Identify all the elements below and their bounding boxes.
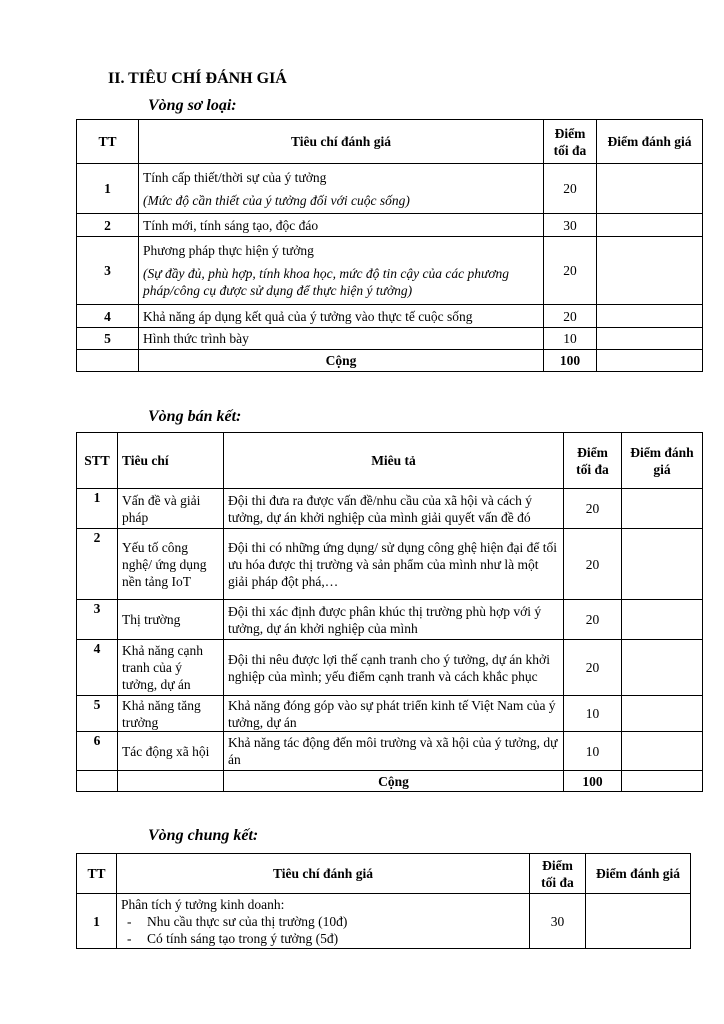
max-score: 20 bbox=[564, 600, 622, 640]
table-row bbox=[77, 305, 703, 328]
table-row bbox=[77, 600, 703, 640]
total-value: 100 bbox=[544, 350, 597, 372]
criteria-cell bbox=[117, 894, 530, 949]
round2-table bbox=[76, 432, 703, 792]
header-tt: TT bbox=[77, 854, 117, 894]
criteria-name: Khả năng cạnh tranh của ý tưởng, dự án bbox=[118, 640, 224, 696]
score-cell bbox=[622, 640, 703, 696]
header-max: Điểm tối đa bbox=[564, 433, 622, 489]
header-criteria: Tiêu chí bbox=[118, 433, 224, 489]
row-number: 2 bbox=[77, 214, 139, 237]
table-header-row bbox=[77, 433, 703, 489]
max-score: 10 bbox=[544, 328, 597, 350]
row-number: 6 bbox=[77, 732, 118, 771]
criteria-text: Phương pháp thực hiện ý tưởng bbox=[143, 243, 314, 258]
max-score: 20 bbox=[564, 529, 622, 600]
empty-cell bbox=[118, 771, 224, 792]
header-criteria: Tiêu chí đánh giá bbox=[139, 120, 544, 164]
empty-cell bbox=[597, 350, 703, 372]
max-score: 30 bbox=[544, 214, 597, 237]
score-cell bbox=[597, 237, 703, 305]
score-cell bbox=[597, 214, 703, 237]
criteria-name: Vấn đề và giải pháp bbox=[118, 489, 224, 529]
criteria-description: Khả năng đóng góp vào sự phát triển kinh tế Việt Nam của ý tưởng, dự án bbox=[224, 696, 564, 732]
header-score: Điểm đánh giá bbox=[597, 120, 703, 164]
max-score: 20 bbox=[544, 305, 597, 328]
score-cell bbox=[622, 696, 703, 732]
criteria-sublist bbox=[121, 913, 525, 947]
round3-table bbox=[76, 853, 691, 949]
criteria-name: Tác động xã hội bbox=[118, 732, 224, 771]
round2-title: Vòng bán kết: bbox=[148, 408, 242, 425]
max-score: 10 bbox=[564, 732, 622, 771]
criteria-description: Khả năng tác động đến môi trường và xã hội của ý tưởng, dự án bbox=[224, 732, 564, 771]
round3-title: Vòng chung kết: bbox=[148, 827, 259, 844]
table-row bbox=[77, 237, 703, 305]
score-cell bbox=[622, 529, 703, 600]
score-cell bbox=[597, 164, 703, 214]
total-label: Cộng bbox=[224, 771, 564, 792]
score-cell bbox=[597, 305, 703, 328]
header-max: Điểm tối đa bbox=[530, 854, 586, 894]
total-label: Cộng bbox=[139, 350, 544, 372]
criteria-description: Đội thi có những ứng dụng/ sử dụng công ghệ hiện đại để tối ưu hóa được thị trường và sản phẩm của mình như là một giải pháp đột phá,… bbox=[224, 529, 564, 600]
criteria-text: Hình thức trình bày bbox=[139, 328, 544, 350]
criteria-text: Tính mới, tính sáng tạo, độc đáo bbox=[139, 214, 544, 237]
max-score: 20 bbox=[544, 237, 597, 305]
criteria-text: Khả năng áp dụng kết quả của ý tưởng vào thực tế cuộc sống bbox=[139, 305, 544, 328]
header-criteria: Tiêu chí đánh giá bbox=[117, 854, 530, 894]
table-row bbox=[77, 696, 703, 732]
table-row bbox=[77, 328, 703, 350]
table-row bbox=[77, 732, 703, 771]
row-number: 4 bbox=[77, 640, 118, 696]
max-score: 20 bbox=[544, 164, 597, 214]
row-number: 3 bbox=[77, 237, 139, 305]
criteria-description: Đội thi xác định được phân khúc thị trường phù hợp với ý tưởng, dự án khởi nghiệp của mình bbox=[224, 600, 564, 640]
row-number: 2 bbox=[77, 529, 118, 600]
score-cell bbox=[622, 489, 703, 529]
total-row bbox=[77, 771, 703, 792]
score-cell bbox=[622, 600, 703, 640]
header-tt: TT bbox=[77, 120, 139, 164]
max-score: 20 bbox=[564, 640, 622, 696]
total-value: 100 bbox=[564, 771, 622, 792]
header-max: Điểm tối đa bbox=[544, 120, 597, 164]
empty-cell bbox=[77, 350, 139, 372]
table-row bbox=[77, 489, 703, 529]
header-score: Điểm đánh giá bbox=[586, 854, 691, 894]
criteria-text: Phân tích ý tưởng kinh doanh: bbox=[121, 896, 285, 912]
row-number: 4 bbox=[77, 305, 139, 328]
section-title: II. TIÊU CHÍ ĐÁNH GIÁ bbox=[108, 70, 287, 87]
max-score: 20 bbox=[564, 489, 622, 529]
criteria-description: Đội thi đưa ra được vấn đề/nhu cầu của xã hội và cách ý tưởng, dự án khởi nghiệp của mình giải quyết vấn đề đó bbox=[224, 489, 564, 529]
table-row bbox=[77, 640, 703, 696]
row-number: 1 bbox=[77, 894, 117, 949]
table-row bbox=[77, 214, 703, 237]
row-number: 1 bbox=[77, 164, 139, 214]
empty-cell bbox=[622, 771, 703, 792]
criteria-description: Đội thi nêu được lợi thế cạnh tranh cho ý tưởng, dự án khởi nghiệp của mình; yếu điểm cạnh tranh và cách khắc phục bbox=[224, 640, 564, 696]
table-row bbox=[77, 164, 703, 214]
criteria-name: Thị trường bbox=[118, 600, 224, 640]
score-cell bbox=[586, 894, 691, 949]
criteria-name: Yếu tố công nghệ/ ứng dụng nền tảng IoT bbox=[118, 529, 224, 600]
score-cell bbox=[597, 328, 703, 350]
row-number: 3 bbox=[77, 600, 118, 640]
row-number: 5 bbox=[77, 328, 139, 350]
row-number: 5 bbox=[77, 696, 118, 732]
score-cell bbox=[622, 732, 703, 771]
header-description: Miêu tả bbox=[224, 433, 564, 489]
criteria-note: (Mức độ cần thiết của ý tưởng đối với cuộc sống) bbox=[143, 192, 410, 208]
max-score: 30 bbox=[530, 894, 586, 949]
criteria-cell bbox=[139, 164, 544, 214]
list-item: - Có tính sáng tạo trong ý tưởng (5đ) bbox=[147, 930, 525, 947]
criteria-name: Khả năng tăng trưởng bbox=[118, 696, 224, 732]
empty-cell bbox=[77, 771, 118, 792]
table-header-row bbox=[77, 120, 703, 164]
table-row bbox=[77, 894, 691, 949]
row-number: 1 bbox=[77, 489, 118, 529]
table-header-row bbox=[77, 854, 691, 894]
criteria-note: (Sự đầy đủ, phù hợp, tính khoa học, mức độ tin cậy của các phương pháp/công cụ được sử dụng để thực hiện ý tưởng) bbox=[143, 266, 510, 298]
criteria-text: Tính cấp thiết/thời sự của ý tưởng bbox=[143, 169, 327, 185]
table-row bbox=[77, 529, 703, 600]
list-item: - Nhu cầu thực sư của thị trường (10đ) bbox=[147, 913, 525, 930]
criteria-cell bbox=[139, 237, 544, 305]
max-score: 10 bbox=[564, 696, 622, 732]
total-row bbox=[77, 350, 703, 372]
round1-title: Vòng sơ loại: bbox=[148, 97, 237, 114]
header-score: Điểm đánh giá bbox=[622, 433, 703, 489]
header-stt: STT bbox=[77, 433, 118, 489]
round1-table bbox=[76, 119, 703, 372]
